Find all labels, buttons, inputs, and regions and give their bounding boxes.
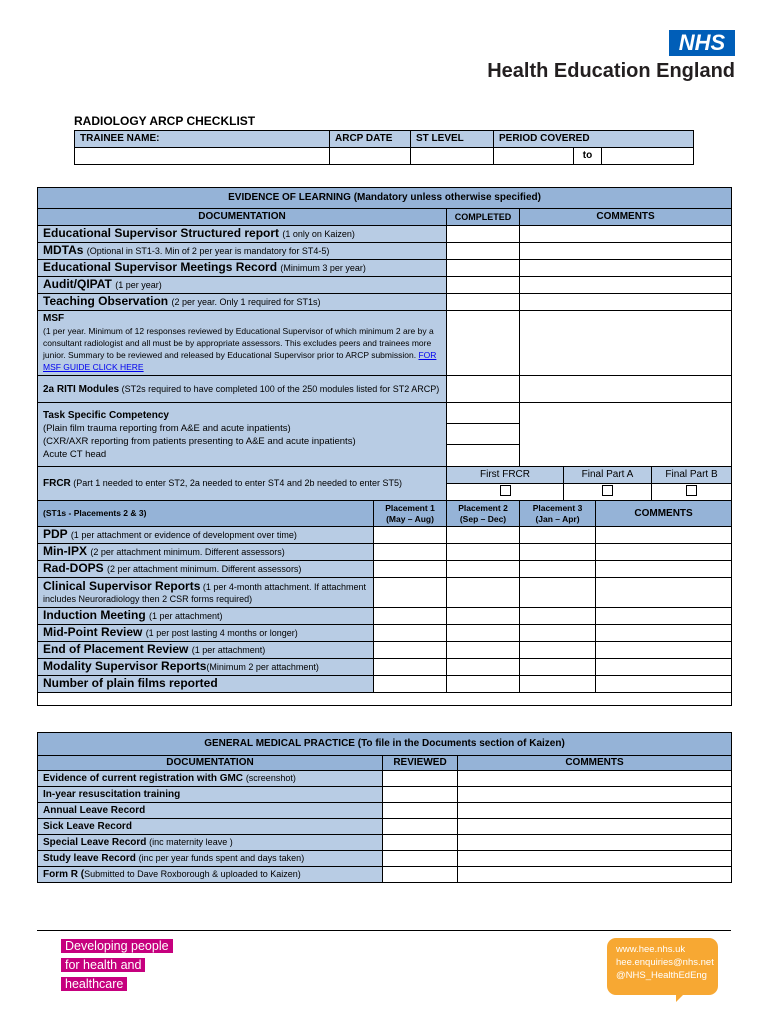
placement-3-cell[interactable] <box>520 659 596 676</box>
evidence-row: Educational Supervisor Structured report (1 only on Kaizen) <box>38 226 447 243</box>
tagline-line-2: for health and <box>61 958 145 972</box>
comments-cell[interactable] <box>596 625 732 642</box>
email-link[interactable]: hee.enquiries@nhs.net <box>616 957 714 968</box>
trainee-table <box>74 130 694 165</box>
task-specific-row: Task Specific Competency (Plain film trauma reporting from A&E and acute inpatients) (CXR/AXR reporting from patients presenting to A&E and acute inpatients) Acute CT head <box>38 403 447 467</box>
placement-3-cell[interactable] <box>520 527 596 544</box>
comments-cell[interactable] <box>520 260 732 277</box>
placement-3-cell[interactable] <box>520 625 596 642</box>
gmp-row: In-year resuscitation training <box>38 787 383 803</box>
trainee-name-label: TRAINEE NAME: <box>75 131 330 148</box>
comments-cell[interactable] <box>458 771 732 787</box>
comments-cell[interactable] <box>596 642 732 659</box>
placement-3-cell[interactable] <box>520 544 596 561</box>
reviewed-cell[interactable] <box>383 819 458 835</box>
placement-row: Rad-DOPS (2 per attachment minimum. Different assessors) <box>38 561 374 578</box>
placement-3-cell[interactable] <box>520 676 596 693</box>
comments-cell[interactable] <box>596 561 732 578</box>
period-to-field[interactable] <box>602 148 694 165</box>
comments-cell[interactable] <box>458 867 732 883</box>
placement-2-cell[interactable] <box>447 659 520 676</box>
final-part-b-label: Final Part B <box>652 467 732 484</box>
evidence-heading: EVIDENCE OF LEARNING (Mandatory unless otherwise specified) <box>38 188 732 209</box>
first-frcr-checkbox-cell <box>447 484 564 501</box>
trainee-name-field[interactable] <box>75 148 330 165</box>
placement-3-header: Placement 3 (Jan – Apr) <box>520 501 596 527</box>
placement-1-cell[interactable] <box>374 642 447 659</box>
footer-tagline <box>61 937 173 994</box>
evidence-row: MDTAs (Optional in ST1-3. Min of 2 per year is mandatory for ST4-5) <box>38 243 447 260</box>
evidence-table-spacer <box>38 693 732 706</box>
tagline-line-3: healthcare <box>61 977 127 991</box>
msf-guide-link[interactable]: FOR MSF GUIDE CLICK HERE <box>43 350 437 372</box>
placement-3-cell[interactable] <box>520 642 596 659</box>
comments-cell[interactable] <box>520 311 732 376</box>
placement-1-cell[interactable] <box>374 544 447 561</box>
placement-3-cell[interactable] <box>520 608 596 625</box>
riti-row: 2a RITI Modules (ST2s required to have completed 100 of the 250 modules listed for ST2 ARCP) <box>38 376 447 403</box>
contact-box <box>607 938 718 995</box>
reviewed-cell[interactable] <box>383 803 458 819</box>
reviewed-cell[interactable] <box>383 835 458 851</box>
comments-cell[interactable] <box>520 277 732 294</box>
evidence-comments-header: COMMENTS <box>520 209 732 226</box>
comments-cell[interactable] <box>596 659 732 676</box>
gmp-reviewed-header: REVIEWED <box>383 756 458 771</box>
gmp-row: Study leave Record (inc per year funds spent and days taken) <box>38 851 383 867</box>
comments-cell[interactable] <box>596 544 732 561</box>
placement-row: End of Placement Review (1 per attachment) <box>38 642 374 659</box>
placement-row: Min-IPX (2 per attachment minimum. Different assessors) <box>38 544 374 561</box>
comments-cell[interactable] <box>458 803 732 819</box>
placement-2-cell[interactable] <box>447 544 520 561</box>
reviewed-cell[interactable] <box>383 867 458 883</box>
completed-cell[interactable] <box>447 311 520 376</box>
completed-cell[interactable] <box>447 424 520 445</box>
comments-cell[interactable] <box>520 403 732 467</box>
placement-2-cell[interactable] <box>447 608 520 625</box>
first-frcr-checkbox[interactable] <box>500 485 511 496</box>
placement-2-cell[interactable] <box>447 578 520 608</box>
final-part-a-label: Final Part A <box>564 467 652 484</box>
gmp-table <box>37 732 732 883</box>
org-name: Health Education England <box>487 60 735 82</box>
gmp-documentation-header: DOCUMENTATION <box>38 756 383 771</box>
placement-1-cell[interactable] <box>374 659 447 676</box>
speech-bubble-tail <box>676 994 684 1002</box>
period-from-field[interactable] <box>494 148 574 165</box>
final-part-b-checkbox-cell <box>652 484 732 501</box>
placement-comments-header: COMMENTS <box>596 501 732 527</box>
placement-2-cell[interactable] <box>447 561 520 578</box>
first-frcr-label: First FRCR <box>447 467 564 484</box>
completed-cell[interactable] <box>447 277 520 294</box>
evidence-table <box>37 187 732 706</box>
placement-row: Clinical Supervisor Reports (1 per 4-month attachment. If attachment includes Neuroradiology then 2 CSR forms required) <box>38 578 374 608</box>
final-part-a-checkbox-cell <box>564 484 652 501</box>
gmp-comments-header: COMMENTS <box>458 756 732 771</box>
frcr-row: FRCR (Part 1 needed to enter ST2, 2a needed to enter ST4 and 2b needed to enter ST5) <box>38 467 447 501</box>
placement-2-header: Placement 2 (Sep – Dec) <box>447 501 520 527</box>
evidence-row: Educational Supervisor Meetings Record (Minimum 3 per year) <box>38 260 447 277</box>
comments-cell[interactable] <box>520 294 732 311</box>
evidence-completed-header: COMPLETED <box>447 209 520 226</box>
completed-cell[interactable] <box>447 403 520 424</box>
evidence-row: Audit/QIPAT (1 per year) <box>38 277 447 294</box>
evidence-row: Teaching Observation (2 per year. Only 1 required for ST1s) <box>38 294 447 311</box>
comments-cell[interactable] <box>458 787 732 803</box>
completed-cell[interactable] <box>447 445 520 467</box>
final-part-a-checkbox[interactable] <box>602 485 613 496</box>
placement-1-cell[interactable] <box>374 608 447 625</box>
period-covered-label: PERIOD COVERED <box>494 131 694 148</box>
completed-cell[interactable] <box>447 294 520 311</box>
placement-1-cell[interactable] <box>374 625 447 642</box>
comments-cell[interactable] <box>520 376 732 403</box>
placement-row: Number of plain films reported <box>38 676 374 693</box>
comments-cell[interactable] <box>458 835 732 851</box>
comments-cell[interactable] <box>596 608 732 625</box>
footer-rule <box>37 930 731 931</box>
placement-2-cell[interactable] <box>447 527 520 544</box>
placement-2-cell[interactable] <box>447 676 520 693</box>
placement-row: PDP (1 per attachment or evidence of development over time) <box>38 527 374 544</box>
completed-cell[interactable] <box>447 260 520 277</box>
placement-row: Induction Meeting (1 per attachment) <box>38 608 374 625</box>
placement-1-cell[interactable] <box>374 527 447 544</box>
placement-2-cell[interactable] <box>447 642 520 659</box>
msf-row: MSF (1 per year. Minimum of 12 responses reviewed by Educational Supervisor of which minimum 2 are by a consultant radiologist and all must be by appropriate assessors. This excludes peers and trainees more junior. Summary to be reviewed and released by Educational Supervisor prior to ARCP submission. FOR MSF GUIDE CLICK HERE <box>38 311 447 376</box>
placement-1-cell[interactable] <box>374 676 447 693</box>
arcp-date-label: ARCP DATE <box>330 131 411 148</box>
reviewed-cell[interactable] <box>383 771 458 787</box>
comments-cell[interactable] <box>458 819 732 835</box>
reviewed-cell[interactable] <box>383 787 458 803</box>
gmp-row: Evidence of current registration with GMC (screenshot) <box>38 771 383 787</box>
placement-3-cell[interactable] <box>520 578 596 608</box>
page-title: RADIOLOGY ARCP CHECKLIST <box>74 114 256 128</box>
final-part-b-checkbox[interactable] <box>686 485 697 496</box>
placement-1-cell[interactable] <box>374 578 447 608</box>
placement-3-cell[interactable] <box>520 561 596 578</box>
completed-cell[interactable] <box>447 376 520 403</box>
completed-cell[interactable] <box>447 226 520 243</box>
placement-1-header: Placement 1 (May – Aug) <box>374 501 447 527</box>
website-link[interactable]: www.hee.nhs.uk <box>616 944 686 955</box>
period-to-label: to <box>574 148 602 165</box>
comments-cell[interactable] <box>596 527 732 544</box>
comments-cell[interactable] <box>596 676 732 693</box>
comments-cell[interactable] <box>520 243 732 260</box>
twitter-link[interactable]: @NHS_HealthEdEng <box>616 970 707 981</box>
arcp-date-field[interactable] <box>330 148 411 165</box>
nhs-logo-text: NHS <box>678 30 726 55</box>
gmp-heading: GENERAL MEDICAL PRACTICE (To file in the Documents section of Kaizen) <box>38 733 732 756</box>
placement-2-cell[interactable] <box>447 625 520 642</box>
comments-cell[interactable] <box>596 578 732 608</box>
evidence-documentation-header: DOCUMENTATION <box>38 209 447 226</box>
gmp-row: Special Leave Record (inc maternity leave ) <box>38 835 383 851</box>
gmp-row: Form R (Submitted to Dave Roxborough & uploaded to Kaizen) <box>38 867 383 883</box>
nhs-logo <box>669 30 735 56</box>
placements-label: (ST1s - Placements 2 & 3) <box>38 501 374 527</box>
gmp-row: Sick Leave Record <box>38 819 383 835</box>
reviewed-cell[interactable] <box>383 851 458 867</box>
placement-row: Mid-Point Review (1 per post lasting 4 months or longer) <box>38 625 374 642</box>
placement-1-cell[interactable] <box>374 561 447 578</box>
gmp-row: Annual Leave Record <box>38 803 383 819</box>
comments-cell[interactable] <box>458 851 732 867</box>
st-level-label: ST LEVEL <box>411 131 494 148</box>
st-level-field[interactable] <box>411 148 494 165</box>
completed-cell[interactable] <box>447 243 520 260</box>
comments-cell[interactable] <box>520 226 732 243</box>
placement-row: Modality Supervisor Reports(Minimum 2 per attachment) <box>38 659 374 676</box>
tagline-line-1: Developing people <box>61 939 173 953</box>
